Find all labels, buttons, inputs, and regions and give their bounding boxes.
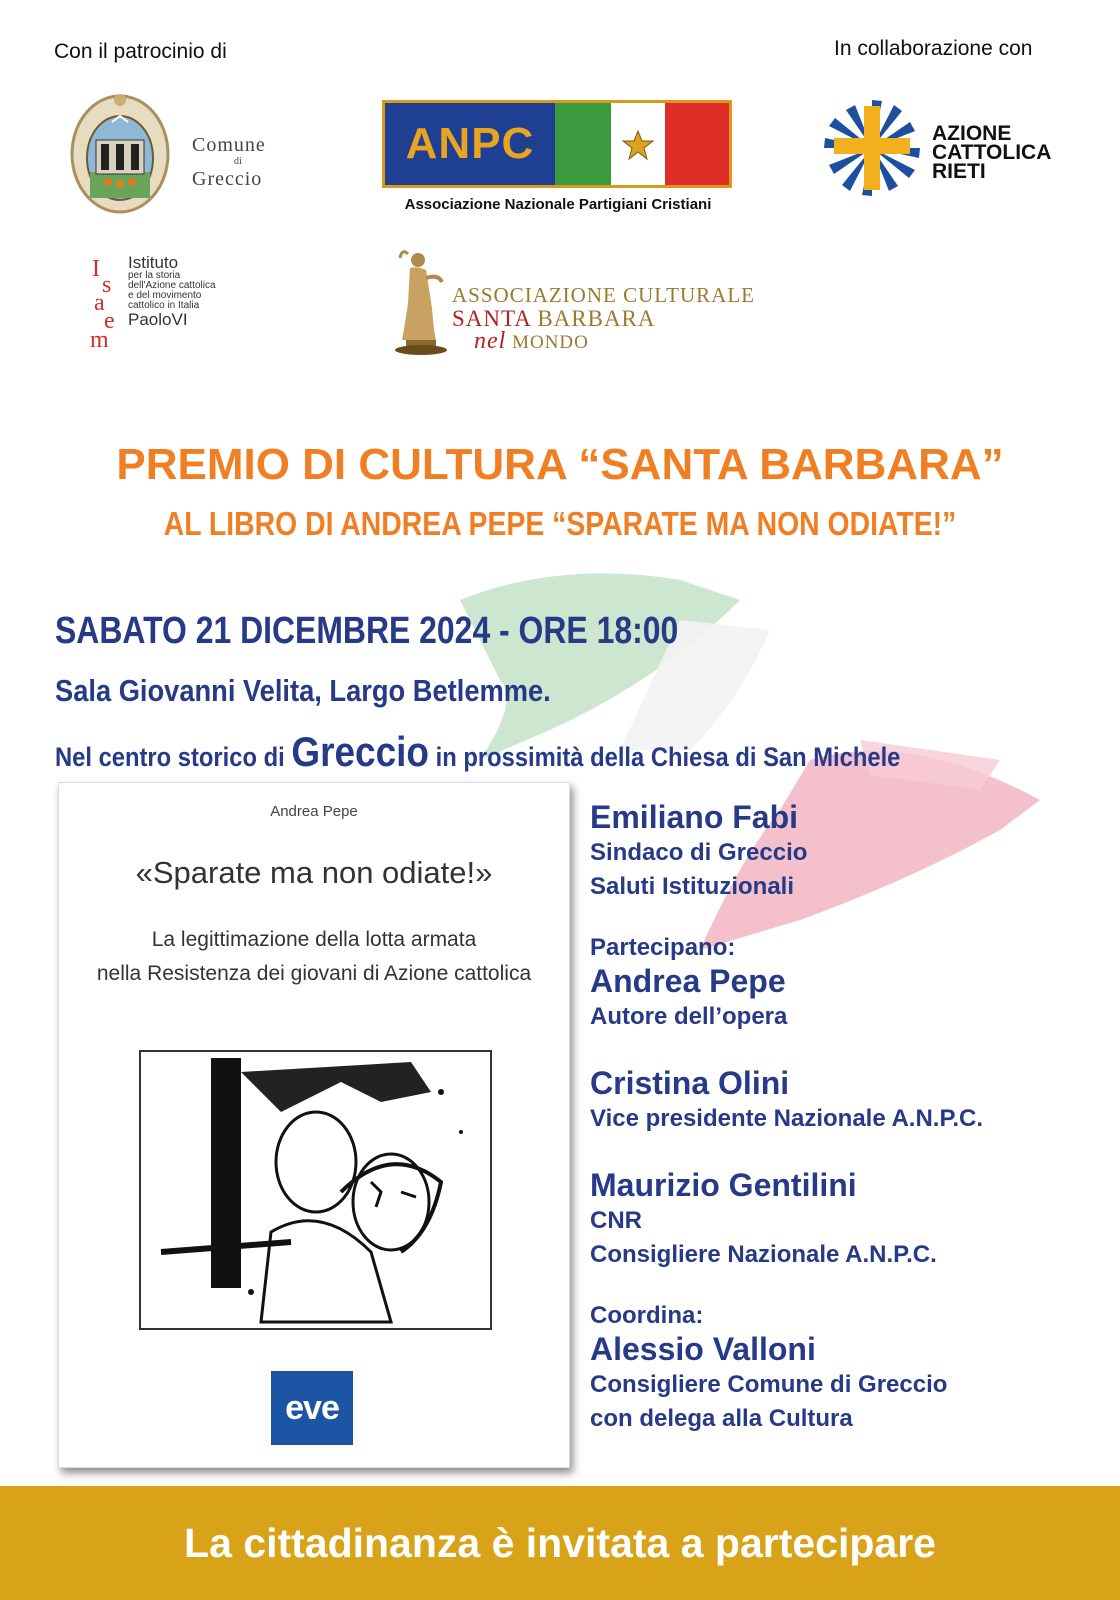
comune-line2: di [234, 156, 242, 167]
comune-line1: Comune [192, 134, 266, 156]
speaker-role: CNR [590, 1207, 642, 1234]
ac-line2: CATTOLICA [932, 141, 1052, 164]
speaker-role: Sindaco di Greccio [590, 839, 808, 866]
comune-line3: Greccio [192, 168, 263, 190]
azione-cattolica-sun-icon [822, 98, 922, 198]
azione-cattolica-text [932, 124, 1051, 181]
svg-text:I: I [92, 256, 100, 282]
ac-line1: AZIONE [932, 122, 1012, 145]
santa-barbara-statue-icon [392, 248, 448, 356]
svg-text:m: m [90, 327, 109, 350]
flag-green [555, 103, 611, 185]
book-author: Andrea Pepe [270, 803, 358, 820]
svg-text:s: s [102, 272, 112, 298]
invitation-banner [0, 1486, 1120, 1600]
speaker-role: con delega alla Cultura [590, 1405, 853, 1432]
speaker-olini [590, 1064, 1090, 1136]
speakers-list [590, 798, 1090, 1466]
speaker-role: Consigliere Comune di Greccio [590, 1371, 948, 1398]
speaker-role: Saluti Istituzionali [590, 873, 795, 900]
speaker-pepe [590, 934, 1090, 1034]
speaker-role: Consigliere Nazionale A.N.P.C. [590, 1241, 937, 1268]
participants-label: Partecipano: [590, 934, 736, 961]
sb-line1: ASSOCIAZIONE CULTURALE [452, 283, 755, 307]
comune-greccio-text [192, 135, 266, 189]
anpc-logo [382, 100, 732, 188]
publisher-logo: eve [271, 1371, 353, 1445]
isaem-text [128, 254, 216, 328]
partisans-sketch-icon [141, 1052, 490, 1328]
event-date: SABATO 21 DICEMBRE 2024 - ORE 18:00 [55, 610, 679, 652]
isaem-line4: e del movimento [128, 290, 202, 301]
speaker-fabi [590, 798, 1090, 904]
isaem-line1: Istituto [128, 253, 179, 272]
book-cover [58, 782, 570, 1468]
main-title: PREMIO DI CULTURA “SANTA BARBARA” [116, 440, 1004, 489]
event-location-detail [55, 728, 900, 776]
santa-barbara-text [452, 284, 755, 354]
flag-red [665, 103, 729, 185]
coordina-label: Coordina: [590, 1302, 704, 1329]
book-subtitle [59, 923, 569, 991]
center-before: Nel centro storico di [55, 742, 285, 772]
collaborazione-label: In collaborazione con [834, 37, 1033, 60]
center-after: in prossimità della Chiesa di San Michele [435, 742, 901, 772]
speaker-role: Vice presidente Nazionale A.N.P.C. [590, 1105, 984, 1132]
speaker-name: Emiliano Fabi [590, 799, 799, 835]
book-title: «Sparate ma non odiate!» [135, 855, 493, 890]
speaker-name: Cristina Olini [590, 1065, 790, 1101]
svg-text:a: a [94, 290, 105, 316]
speaker-name: Maurizio Gentilini [590, 1167, 857, 1203]
isaem-letters-icon [90, 254, 126, 350]
flag-white [611, 103, 665, 185]
patrocinio-label: Con il patrocinio di [54, 40, 227, 63]
speaker-gentilini [590, 1166, 1090, 1272]
book-subtitle-line1: La legittimazione della lotta armata [151, 928, 477, 951]
speaker-name: Andrea Pepe [590, 963, 786, 999]
speaker-valloni [590, 1302, 1090, 1436]
isaem-line6: PaoloVI [128, 310, 188, 329]
isaem-line5: cattolico in Italia [128, 300, 200, 311]
sb-mondo: MONDO [512, 332, 589, 353]
sb-nel: nel [474, 328, 507, 354]
comune-greccio-crest-icon [68, 92, 173, 217]
sb-barbara: BARBARA [537, 306, 656, 331]
isaem-line3: dell'Azione cattolica [128, 280, 216, 291]
event-place: Sala Giovanni Velita, Largo Betlemme. [55, 673, 551, 708]
center-town: Greccio [291, 728, 429, 775]
anpc-caption: Associazione Nazionale Partigiani Cristiani [404, 196, 712, 213]
speaker-role: Autore dell’opera [590, 1003, 788, 1030]
speaker-name: Alessio Valloni [590, 1331, 816, 1367]
sub-title: AL LIBRO DI ANDREA PEPE “SPARATE MA NON ODIATE!” [163, 505, 957, 542]
anpc-acronym: ANPC [385, 103, 555, 185]
isaem-line2: per la storia [128, 270, 181, 281]
svg-text:e: e [104, 308, 115, 334]
ac-line3: RIETI [932, 160, 986, 183]
invitation-text: La cittadinanza è invitata a partecipare [184, 1519, 936, 1566]
star-icon [611, 103, 665, 185]
sb-santa: SANTA [452, 306, 531, 331]
book-illustration [139, 1050, 492, 1330]
book-subtitle-line2: nella Resistenza dei giovani di Azione cattolica [96, 962, 532, 985]
